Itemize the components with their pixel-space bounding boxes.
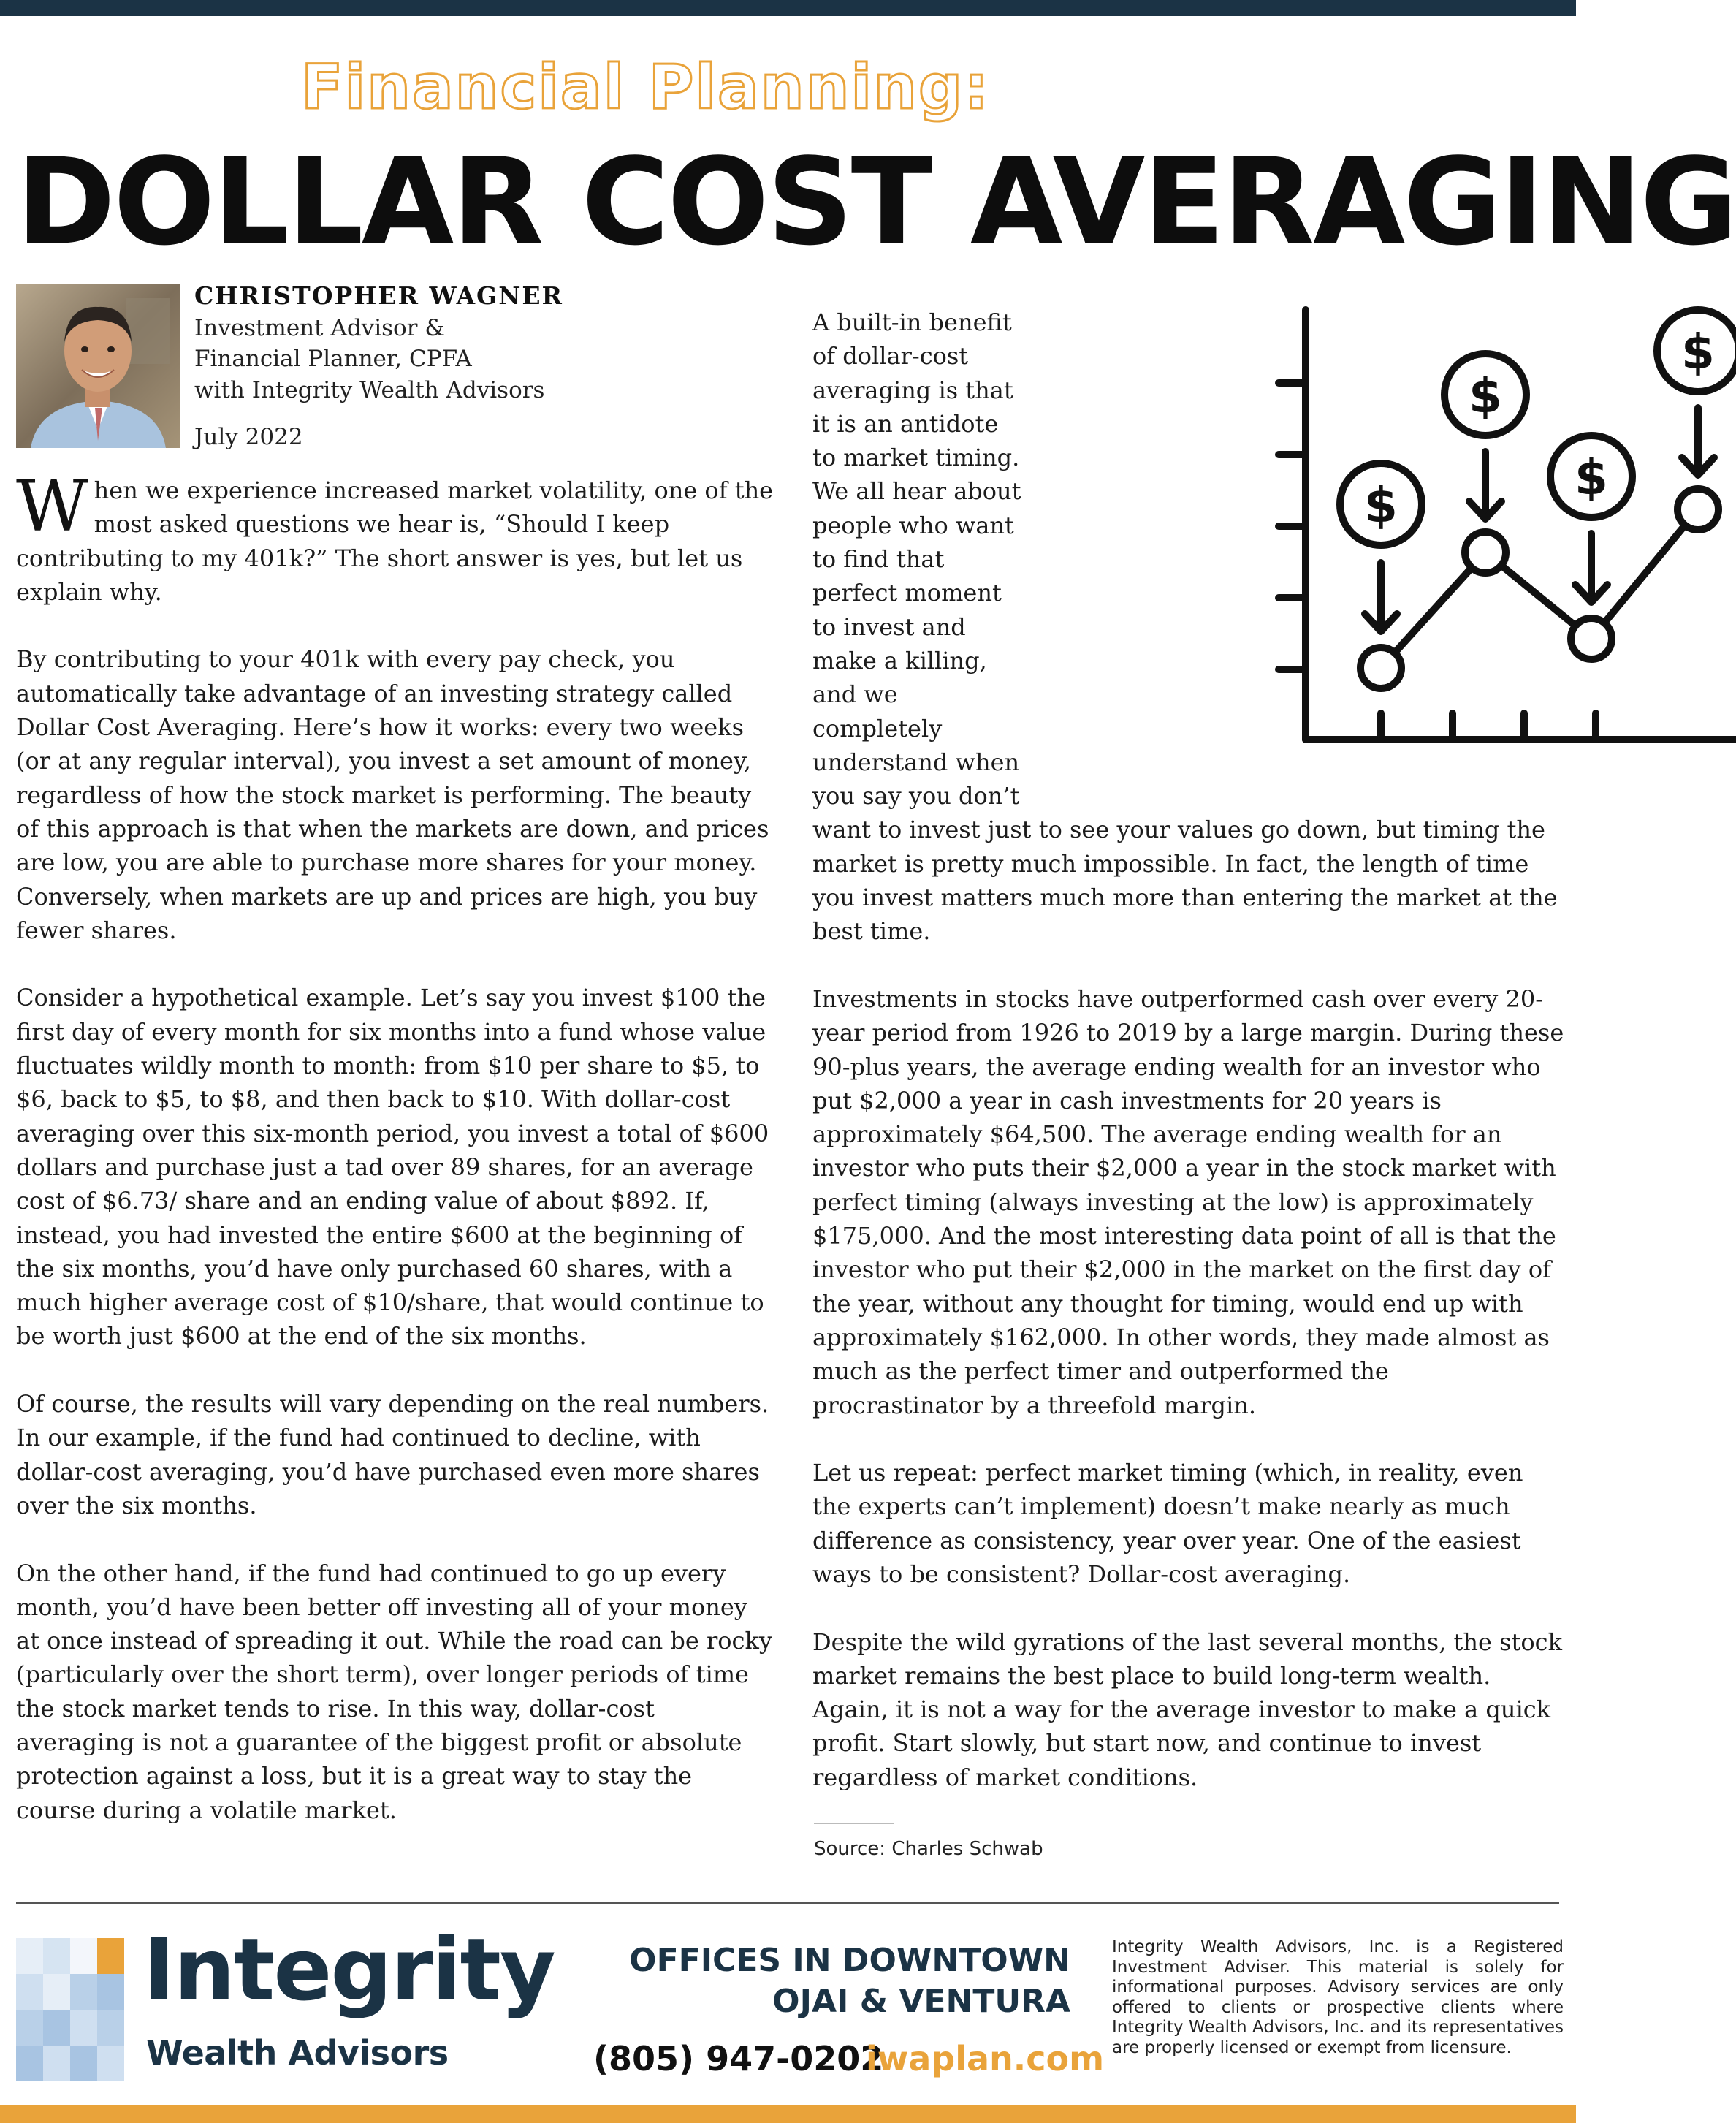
article-paragraph: Consider a hypothetical example. Let’s say you invest $100 the first day of every month for six months into a fund whose value fluctuates wildly month to month: from $10 per share to $5, to $6, back to $5, to $8, and then back to $10. With dollar-cost averaging over this six-month period, you invest a total of $600 dollars and purchase just a tad over 89 shares, for an average cost of $6.73/ share and an ending value of about $892. If, instead, you had invested the entire $600 at the beginning of the six months, you’d have only purchased 60 shares, with a much higher average cost of $10/share, that would continue to be worth just $600 at the end of the six months. xyxy=(16,984,769,1351)
offices-line-2: OJAI & VENTURA xyxy=(772,1983,1070,2020)
logo-mosaic-icon xyxy=(16,1938,124,2081)
article-paragraph: Let us repeat: perfect market timing (which, in reality, even the experts can’t implement) doesn’t make nearly as much difference as consistency, year over year. One of the easiest ways to be consistent? Dollar-cost averaging. xyxy=(812,1459,1523,1588)
top-accent-bar xyxy=(0,0,1576,16)
coin-symbol: $ xyxy=(1364,477,1398,533)
article-paragraph: Despite the wild gyrations of the last several months, the stock market remains the best place to build long-term wealth. Again, it is not a way for the average investor to make a quick profit. Start slowly, but start now, and continue to invest regardless of market conditions. xyxy=(812,1628,1562,1791)
coin-symbol: $ xyxy=(1575,449,1608,506)
offices-line-1: OFFICES IN DOWNTOWN xyxy=(629,1942,1070,1979)
portrait-icon xyxy=(16,284,180,448)
article-paragraph: By contributing to your 401k with every pay check, you automatically take advantage of an investing strategy called Dollar Cost Averaging. Here’s how it works: every two weeks (or at any regular interval), you invest a set amount of money, regardless of how the stock market is performing. The beauty of this approach is that when the markets are down, and prices are low, you are able to purchase more shares for your money. Conversely, when markets are up and prices are high, you buy fewer shares. xyxy=(16,645,769,944)
author-role-line-1: Investment Advisor & xyxy=(194,315,445,341)
website-link[interactable]: iwaplan.com xyxy=(866,2039,1105,2078)
article-right-column xyxy=(812,305,1715,1828)
coin-symbol: $ xyxy=(1469,368,1502,424)
author-photo xyxy=(16,284,180,448)
page-kicker: Financial Planning: xyxy=(301,51,990,123)
coin-symbol: $ xyxy=(1681,324,1715,380)
article-paragraph: When we experience increased market volatility, one of the most asked questions we hear is, “Should I keep contributing to my 401k?” The short answer is yes, but let us explain why. xyxy=(16,466,774,606)
legal-disclaimer: Integrity Wealth Advisors, Inc. is a Registered Investment Adviser. This material is solely for informational purposes. Advisory services are only offered to clients or prospective clients where Integrity Wealth Advisors, Inc. and its representatives are properly licensed or exempt from licensure. xyxy=(1112,1937,1564,2057)
source-divider xyxy=(814,1823,894,1824)
article-left-column xyxy=(16,466,776,1861)
article-paragraph: Of course, the results will vary depending on the real numbers. In our example, if the fund had continued to decline, with dollar-cost averaging, you’d have purchased even more shares over the six months. xyxy=(16,1390,769,1519)
footer-divider xyxy=(16,1902,1559,1904)
article-paragraph: Investments in stocks have outperformed cash over every 20-year period from 1926 to 2019 by a large margin. During these 90-plus years, the average ending wealth for an investor who put $2,000 a year in cash investments for 20 years is approximately $64,500. The average ending wealth for an investor who puts their $2,000 a year in the stock market with perfect timing (always investing at the low) is approximately $175,000. And the most interesting data point of all is that the investor who put their $2,000 in the market on the first day of the year, without any thought for timing, would end up with approximately $162,000. In other words, they made almost as much as the perfect timer and outperformed the procrastinator by a threefold margin. xyxy=(812,984,1564,1419)
drop-cap: W xyxy=(16,466,88,547)
source-note: Source: Charles Schwab xyxy=(814,1838,1043,1860)
phone-number: (805) 947-0202 xyxy=(593,2039,884,2078)
illustration xyxy=(1032,305,1715,788)
dollar-cost-averaging-line-chart-icon xyxy=(1032,305,1715,788)
logo-wordmark: Integrity xyxy=(143,1919,555,2020)
article-paragraph: On the other hand, if the fund had continued to go up every month, you’d have been better off investing all of your money at once instead of spreading it out. While the road can be rocky (particularly over the short term), over longer periods of time the stock market tends to rise. In this way, dollar-cost averaging is not a guarantee of the biggest profit or absolute protection against a loss, but it is a great way to stay the course during a volatile market. xyxy=(16,1559,772,1824)
author-role-line-3: with Integrity Wealth Advisors xyxy=(194,377,545,403)
offices-info xyxy=(629,1940,1070,2022)
logo-subtitle: Wealth Advisors xyxy=(146,2033,449,2073)
page-title: DOLLAR COST AVERAGING xyxy=(16,132,1736,272)
article-paragraph: A built-in benefit of dollar-cost averaging is that it is an antidote to market timing. We all hear about people who want to find that perfect moment to invest and make a killing, and we completely understand when you say you don’t want to invest just to see your values go down, but timing the market is pretty much impossible. In fact, the length of time you invest matters much more than entering the market at the best time. xyxy=(812,308,1558,946)
author-role-line-2: Financial Planner, CPFA xyxy=(194,346,472,372)
author-name: CHRISTOPHER WAGNER xyxy=(194,281,563,310)
article-date: July 2022 xyxy=(194,424,303,450)
bottom-accent-bar xyxy=(0,2105,1576,2123)
